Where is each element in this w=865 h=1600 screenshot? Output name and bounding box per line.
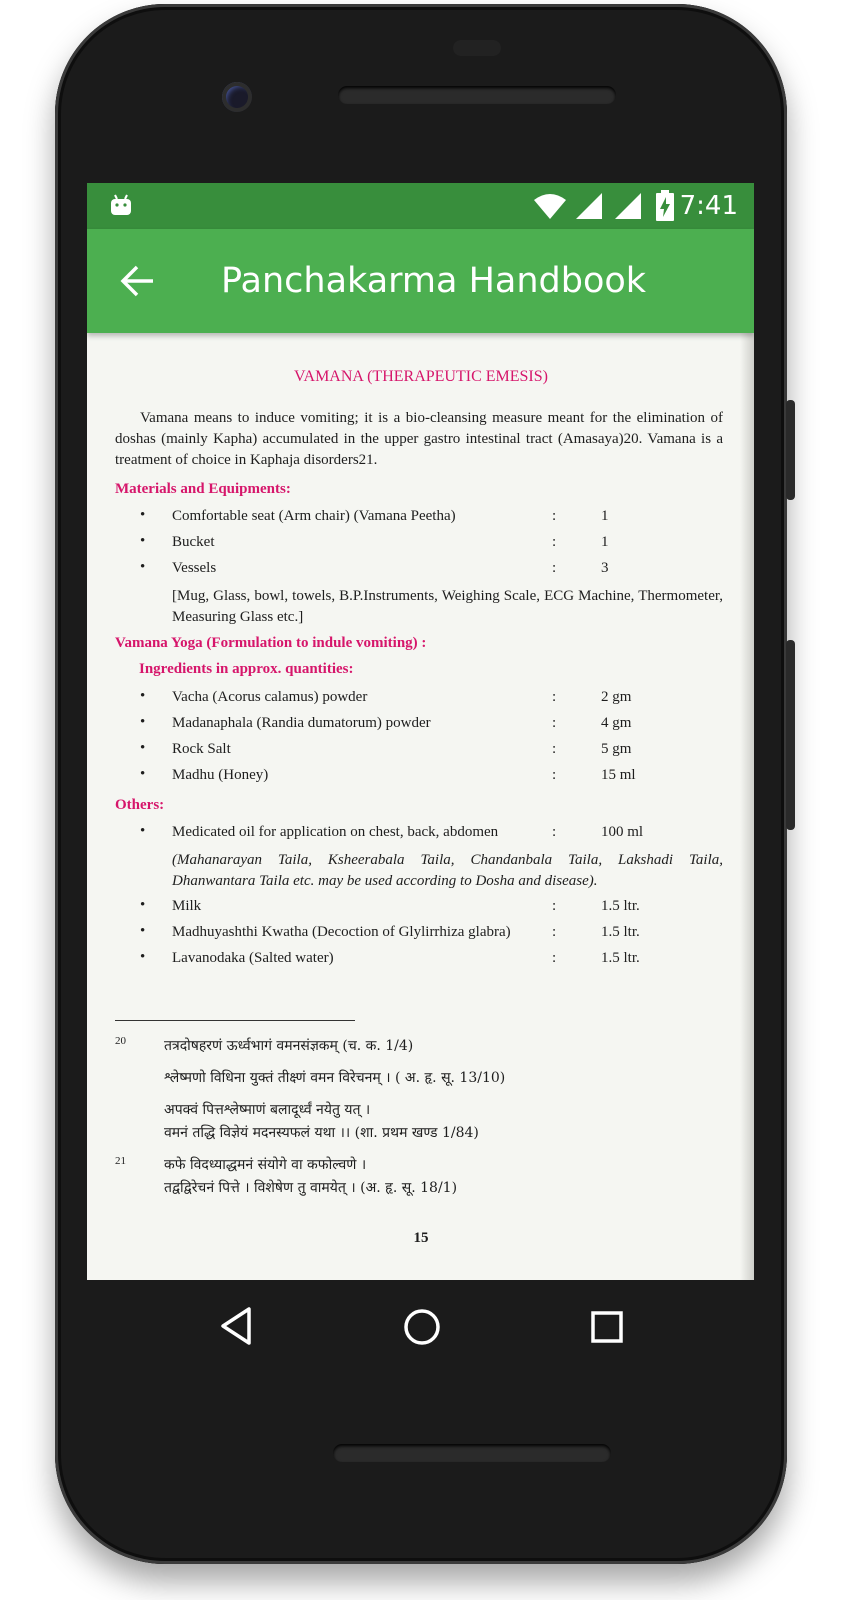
back-arrow-icon[interactable]	[117, 261, 157, 301]
list-item	[115, 560, 727, 582]
list-item	[115, 898, 727, 920]
list-item	[115, 824, 727, 846]
item-colon: :	[552, 534, 557, 550]
bullet: •	[140, 766, 146, 782]
item-name: Vessels	[172, 560, 217, 576]
document-page[interactable]	[87, 333, 754, 1280]
android-notification-icon	[109, 193, 133, 217]
app-title: Panchakarma Handbook	[221, 261, 647, 301]
item-qty: 1	[601, 534, 609, 550]
list-item	[115, 534, 727, 556]
item-qty: 3	[601, 560, 609, 576]
nav-recent-apps-icon[interactable]	[590, 1310, 624, 1344]
list-item	[115, 689, 727, 711]
item-qty: 1.5 ltr.	[601, 924, 640, 940]
battery-charging-icon	[655, 190, 675, 222]
status-time: 7:41	[679, 191, 738, 221]
volume-button	[786, 400, 795, 500]
page-number: 15	[413, 1230, 429, 1246]
yoga-heading: Vamana Yoga (Formulation to indule vomiting) :	[115, 635, 427, 651]
proximity-sensor	[453, 40, 501, 56]
bullet: •	[140, 897, 146, 913]
navigation-bar	[87, 1282, 754, 1372]
item-qty: 4 gm	[601, 715, 632, 731]
item-name: Comfortable seat (Arm chair) (Vamana Peetha)	[172, 508, 456, 524]
cell-signal-icon	[575, 192, 603, 220]
item-colon: :	[552, 508, 557, 524]
page-title: VAMANA (THERAPEUTIC EMESIS)	[294, 368, 548, 385]
footnote-number: 20	[115, 1035, 126, 1047]
item-qty: 100 ml	[601, 824, 644, 840]
nav-back-icon[interactable]	[219, 1306, 253, 1346]
item-qty: 1.5 ltr.	[601, 898, 640, 914]
others-note: (Mahanarayan Taila, Ksheerabala Taila, Chandanbala Taila, Lakshadi Taila, Dhanwantara Taila etc. may be used according to Dosha and disease).	[172, 852, 723, 889]
item-name: Madhu (Honey)	[172, 767, 269, 783]
ingredients-heading: Ingredients in approx. quantities:	[139, 661, 354, 677]
footnote-line: श्लेष्मणो विधिना युक्तं तीक्ष्णं वमन विरेचनम् । ( अ. हृ. सू. 13/10)	[164, 1070, 506, 1086]
bullet: •	[140, 559, 146, 575]
list-item	[115, 508, 727, 530]
item-name: Madhuyashthi Kwatha (Decoction of Glylirrhiza glabra)	[172, 924, 511, 940]
item-qty: 5 gm	[601, 741, 632, 757]
list-item	[115, 924, 727, 946]
item-colon: :	[552, 950, 557, 966]
footnote-line: अपक्वं पित्तश्लेष्माणं बलादूर्ध्वं नयेतु यत् ।	[164, 1102, 371, 1118]
item-colon: :	[552, 767, 557, 783]
item-name: Medicated oil for application on chest, back, abdomen	[172, 824, 499, 840]
item-colon: :	[552, 715, 557, 731]
item-name: Vacha (Acorus calamus) powder	[172, 689, 368, 705]
footnote-line: तद्वद्विरेचनं पित्ते । विशेषेण तु वामयेत् । (अ. हृ. सू. 18/1)	[164, 1180, 458, 1196]
wifi-icon	[533, 192, 567, 220]
item-qty: 2 gm	[601, 689, 632, 705]
intro-paragraph: Vamana means to induce vomiting; it is a bio-cleansing measure meant for the elimination of doshas (mainly Kapha) accumulated in the upper gastro intestinal tract (Amasaya)20. Vamana is a treatment of choice in Kaphaja disorders21.	[115, 410, 723, 468]
list-item	[115, 767, 727, 789]
bullet: •	[140, 533, 146, 549]
item-name: Milk	[172, 898, 202, 914]
item-name: Rock Salt	[172, 741, 231, 757]
bullet: •	[140, 823, 146, 839]
materials-note: [Mug, Glass, bowl, towels, B.P.Instruments, Weighing Scale, ECG Machine, Thermometer, Measuring Glass etc.]	[172, 588, 723, 625]
item-colon: :	[552, 689, 557, 705]
item-name: Madanaphala (Randia dumatorum) powder	[172, 715, 431, 731]
list-item	[115, 715, 727, 737]
bullet: •	[140, 949, 146, 965]
list-item	[115, 741, 727, 763]
power-button	[786, 640, 795, 830]
item-qty: 1	[601, 508, 609, 524]
item-colon: :	[552, 924, 557, 940]
bullet: •	[140, 740, 146, 756]
nav-home-icon[interactable]	[403, 1308, 441, 1346]
status-bar	[87, 183, 754, 229]
bottom-speaker	[333, 1444, 611, 1462]
earpiece-speaker	[338, 86, 616, 104]
cell-signal-icon-2	[614, 192, 642, 220]
screen	[87, 183, 754, 1280]
footnote-line: वमनं तद्धि विज्ञेयं मदनस्यफलं यथा ।। (शा. प्रथम खण्ड 1/84)	[164, 1125, 479, 1141]
footnote-divider	[115, 1020, 355, 1021]
bullet: •	[140, 688, 146, 704]
materials-heading: Materials and Equipments:	[115, 481, 291, 497]
item-colon: :	[552, 898, 557, 914]
footnote-number: 21	[115, 1155, 126, 1167]
bullet: •	[140, 507, 146, 523]
others-heading: Others:	[115, 797, 165, 813]
item-name: Lavanodaka (Salted water)	[172, 950, 334, 966]
item-colon: :	[552, 824, 557, 840]
list-item	[115, 950, 727, 972]
item-qty: 15 ml	[601, 767, 636, 783]
footnote-line: कफे विदध्याद्धमनं संयोगे वा कफोल्वणे ।	[164, 1157, 367, 1173]
bullet: •	[140, 923, 146, 939]
app-bar	[87, 229, 754, 333]
footnote-line: तत्रदोषहरणं ऊर्ध्वभागं वमनसंज्ञकम् (च. क. 1/4)	[164, 1038, 414, 1054]
page-edge-shadow	[740, 333, 754, 1280]
item-name: Bucket	[172, 534, 215, 550]
bullet: •	[140, 714, 146, 730]
item-qty: 1.5 ltr.	[601, 950, 640, 966]
item-colon: :	[552, 560, 557, 576]
item-colon: :	[552, 741, 557, 757]
front-camera-icon	[222, 82, 252, 112]
